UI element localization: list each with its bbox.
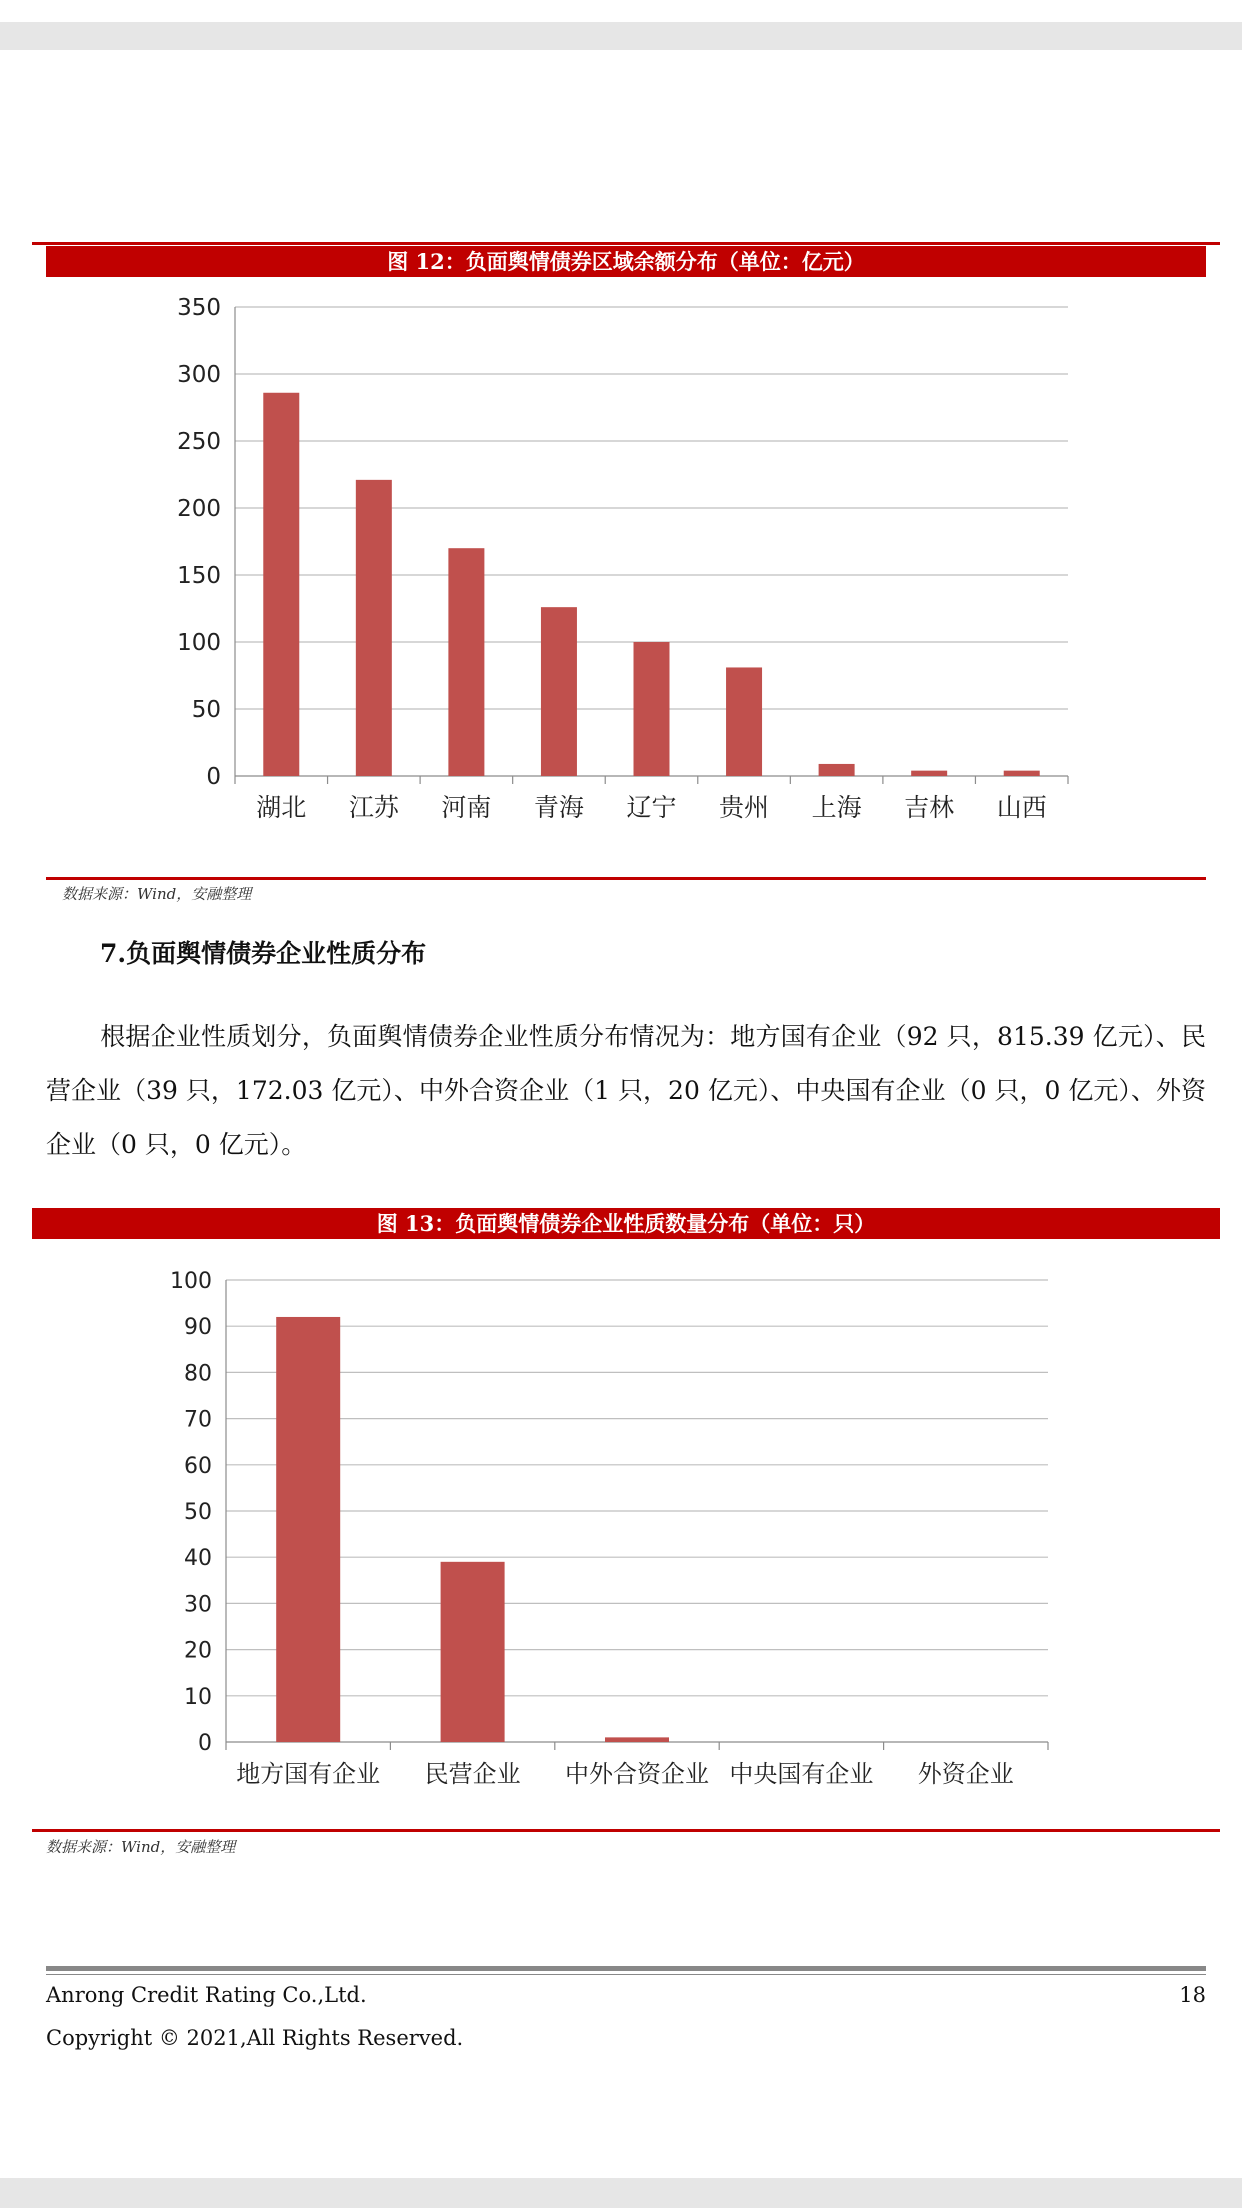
section-paragraph-text: 根据企业性质划分，负面舆情债券企业性质分布情况为：地方国有企业（92 只，815.39 亿元）、民营企业（39 只，172.03 亿元）、中外合资企业（1 只，20 亿元）、中央国有企业（0 只，0 亿元）、外资企业（0 只，0 亿元）。 (46, 1022, 1206, 1159)
y-tick-label: 150 (177, 563, 221, 589)
x-category-label: 青海 (533, 793, 584, 822)
bar (819, 764, 855, 776)
footer-company: Anrong Credit Rating Co.,Ltd. (46, 1983, 367, 2007)
section-heading: 7.负面舆情债券企业性质分布 (100, 939, 427, 968)
section-paragraph (46, 1010, 1206, 1172)
figure12-bottom-rule (46, 877, 1206, 880)
bar (356, 480, 392, 776)
y-tick-label: 30 (184, 1592, 212, 1618)
y-tick-label: 20 (184, 1638, 212, 1664)
y-tick-label: 90 (184, 1315, 212, 1341)
bar (541, 607, 577, 776)
x-category-label: 江苏 (348, 793, 399, 822)
y-tick-label: 50 (184, 1500, 212, 1525)
bar (448, 548, 484, 776)
footer-rule (46, 1966, 1206, 1971)
figure12-chart (150, 290, 1090, 840)
y-tick-label: 100 (177, 630, 221, 656)
x-category-label: 湖北 (256, 793, 307, 822)
figure12-top-rule (32, 242, 1220, 245)
bottom-band (0, 2178, 1242, 2208)
figure13-bottom-rule (32, 1829, 1220, 1832)
x-category-label: 上海 (811, 793, 862, 822)
bar (441, 1562, 505, 1742)
bar (605, 1737, 669, 1742)
y-tick-label: 350 (177, 295, 221, 321)
footer-copyright: Copyright © 2021,All Rights Reserved. (46, 2026, 464, 2050)
y-tick-label: 60 (184, 1453, 212, 1479)
y-tick-label: 250 (177, 429, 221, 455)
figure12-source: 数据来源：Wind，安融整理 (62, 885, 252, 903)
x-category-label: 中外合资企业 (565, 1760, 709, 1788)
y-tick-label: 0 (206, 764, 221, 790)
bar (276, 1317, 340, 1742)
page-number: 18 (1179, 1983, 1206, 2007)
y-tick-label: 10 (184, 1684, 212, 1710)
figure12-title: 图 12：负面舆情债券区域余额分布（单位：亿元） (46, 246, 1206, 277)
x-category-label: 民营企业 (424, 1760, 521, 1788)
bar (911, 771, 947, 776)
top-band (0, 22, 1242, 50)
y-tick-label: 40 (184, 1546, 212, 1572)
x-category-label: 地方国有企业 (236, 1760, 381, 1788)
bar (263, 393, 299, 776)
y-tick-label: 200 (177, 496, 221, 522)
y-tick-label: 70 (184, 1407, 212, 1433)
figure13-chart (150, 1260, 1070, 1800)
x-category-label: 山西 (996, 793, 1047, 822)
figure13-title: 图 13：负面舆情债券企业性质数量分布（单位：只） (32, 1208, 1220, 1239)
y-tick-label: 50 (191, 697, 221, 723)
bar (634, 642, 670, 776)
x-category-label: 中央国有企业 (729, 1760, 874, 1788)
x-category-label: 河南 (441, 793, 492, 822)
y-tick-label: 80 (184, 1361, 212, 1387)
x-category-label: 辽宁 (626, 793, 677, 822)
y-tick-label: 0 (198, 1731, 212, 1756)
figure13-source: 数据来源：Wind，安融整理 (46, 1838, 236, 1856)
x-category-label: 贵州 (719, 793, 770, 822)
x-category-label: 外资企业 (917, 1760, 1014, 1788)
y-tick-label: 100 (170, 1269, 212, 1294)
bar (726, 667, 762, 776)
y-tick-label: 300 (177, 362, 221, 388)
bar (1004, 771, 1040, 776)
footer-rule-thin (46, 1974, 1206, 1975)
x-category-label: 吉林 (904, 793, 955, 822)
